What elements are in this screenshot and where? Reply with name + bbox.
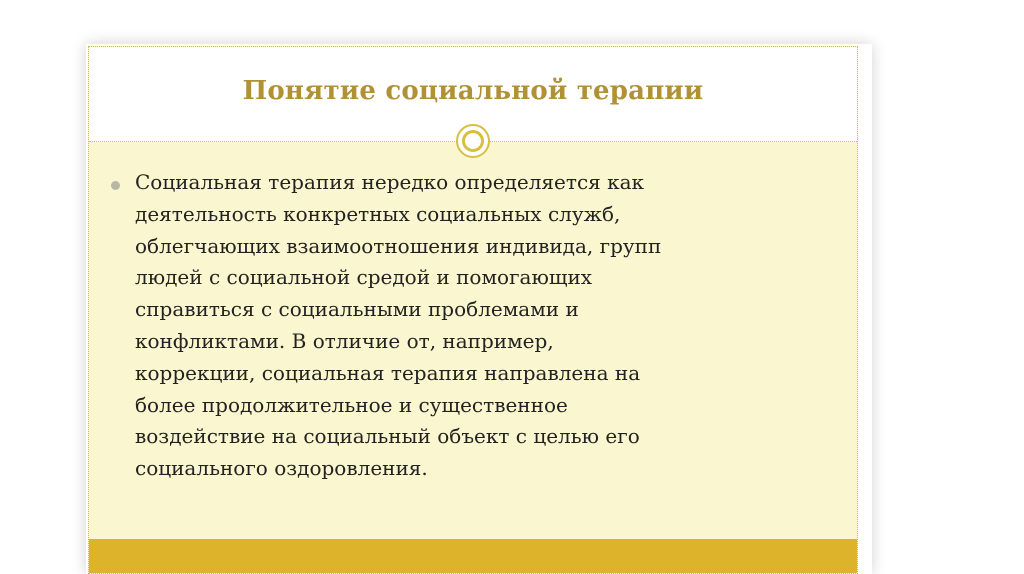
slide-title: Понятие социальной терапии [242,76,704,106]
ring-inner [462,130,484,152]
slide [88,46,858,574]
bullet-dot-icon [111,181,120,190]
bottom-accent-bar [89,539,857,573]
bullet-text: Социальная терапия нередко определяется как деятельность конкретных социальных служб, облегчающих взаимоотношения индивида, групп людей с социальной средой и помогающих справиться с социальными проблемами и конфликтами. В отличие от, например, коррекции, социальная терапия направлена на более продолжительное и существенное воздействие на социальный объект с целью его социального оздоровления. [135,170,662,481]
double-ring-icon [456,124,490,158]
